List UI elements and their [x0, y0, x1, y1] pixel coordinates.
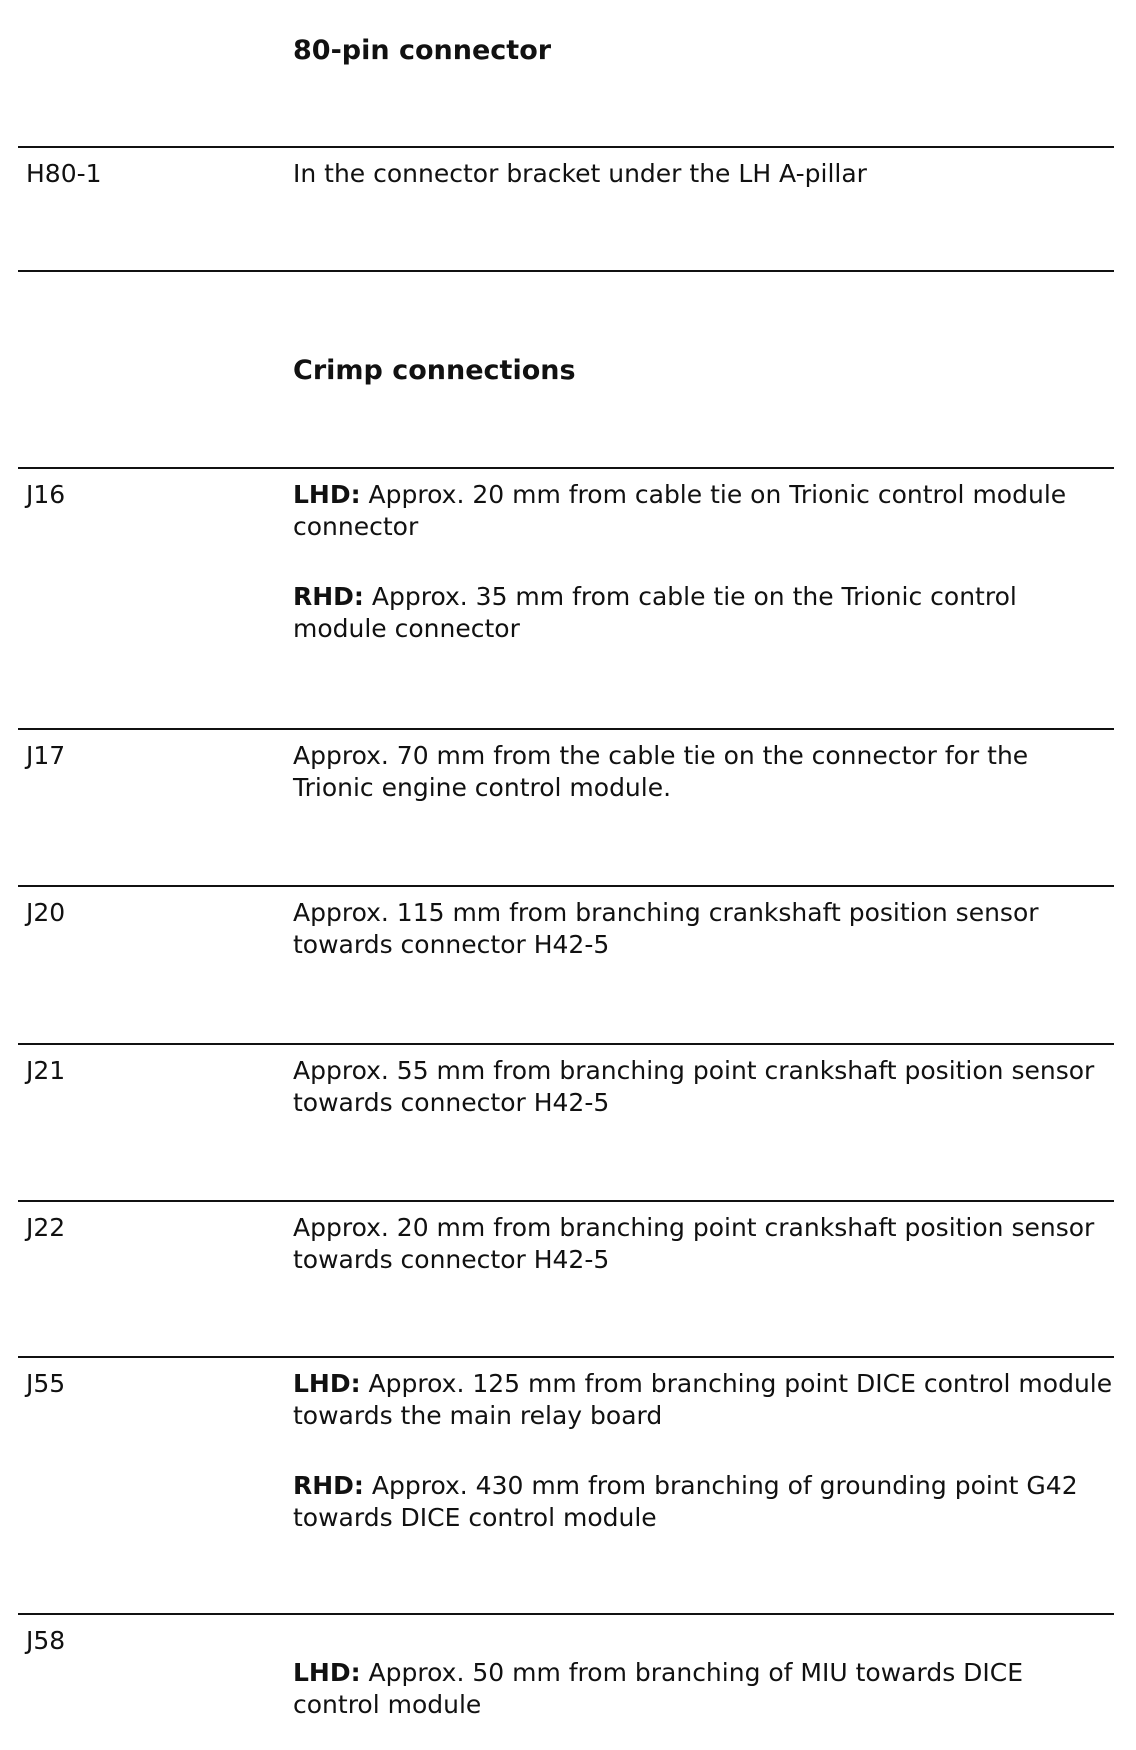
rhd-label: RHD: — [293, 1471, 364, 1500]
connector-location-j17 — [293, 740, 1113, 804]
row-divider — [18, 270, 1114, 272]
row-divider — [18, 1200, 1114, 1202]
section-heading-80-pin-connector: 80-pin connector — [293, 35, 552, 66]
location-text: Approx. 125 mm from branching point DICE control module towards the main relay board — [293, 1369, 1113, 1430]
location-text: Approx. 55 mm from branching point crankshaft position sensor towards connector H42-5 — [293, 1056, 1095, 1117]
lhd-label: LHD: — [293, 1658, 361, 1687]
row-divider — [18, 146, 1114, 148]
connector-code-j21: J21 — [26, 1056, 66, 1085]
row-divider — [18, 467, 1114, 469]
location-text-lhd — [293, 1657, 1113, 1721]
location-text-lhd — [293, 1368, 1113, 1432]
connector-code-j17: J17 — [26, 741, 66, 770]
location-text: In the connector bracket under the LH A-pillar — [293, 159, 867, 188]
connector-location-j58 — [293, 1657, 1113, 1721]
connector-code-j55: J55 — [26, 1369, 66, 1398]
connector-location-j22 — [293, 1212, 1113, 1276]
row-divider — [18, 1613, 1114, 1615]
location-text: Approx. 20 mm from branching point crankshaft position sensor towards connector H42-5 — [293, 1213, 1095, 1274]
row-divider — [18, 1043, 1114, 1045]
row-divider — [18, 1356, 1114, 1358]
lhd-label: LHD: — [293, 480, 361, 509]
connector-code-j16: J16 — [26, 480, 66, 509]
location-text-lhd — [293, 479, 1113, 543]
row-divider — [18, 728, 1114, 730]
connector-location-j21 — [293, 1055, 1113, 1119]
location-text-rhd — [293, 1470, 1113, 1534]
location-text: Approx. 35 mm from cable tie on the Trionic control module connector — [293, 582, 1017, 643]
connector-location-j16 — [293, 479, 1113, 645]
connector-location-h80-1 — [293, 158, 1113, 190]
connector-location-j20 — [293, 897, 1113, 961]
location-text: Approx. 430 mm from branching of grounding point G42 towards DICE control module — [293, 1471, 1078, 1532]
lhd-label: LHD: — [293, 1369, 361, 1398]
connector-location-j55 — [293, 1368, 1113, 1534]
row-divider — [18, 885, 1114, 887]
connector-code-h80-1: H80-1 — [26, 159, 102, 188]
location-text: Approx. 20 mm from cable tie on Trionic control module connector — [293, 480, 1067, 541]
location-text: Approx. 70 mm from the cable tie on the connector for the Trionic engine control module. — [293, 741, 1029, 802]
connector-code-j58: J58 — [26, 1626, 66, 1655]
connector-code-j22: J22 — [26, 1213, 66, 1242]
connector-code-j20: J20 — [26, 898, 66, 927]
location-text-rhd — [293, 581, 1113, 645]
location-text: Approx. 50 mm from branching of MIU towards DICE control module — [293, 1658, 1024, 1719]
section-heading-crimp-connections: Crimp connections — [293, 355, 576, 386]
rhd-label: RHD: — [293, 582, 364, 611]
location-text: Approx. 115 mm from branching crankshaft position sensor towards connector H42-5 — [293, 898, 1039, 959]
